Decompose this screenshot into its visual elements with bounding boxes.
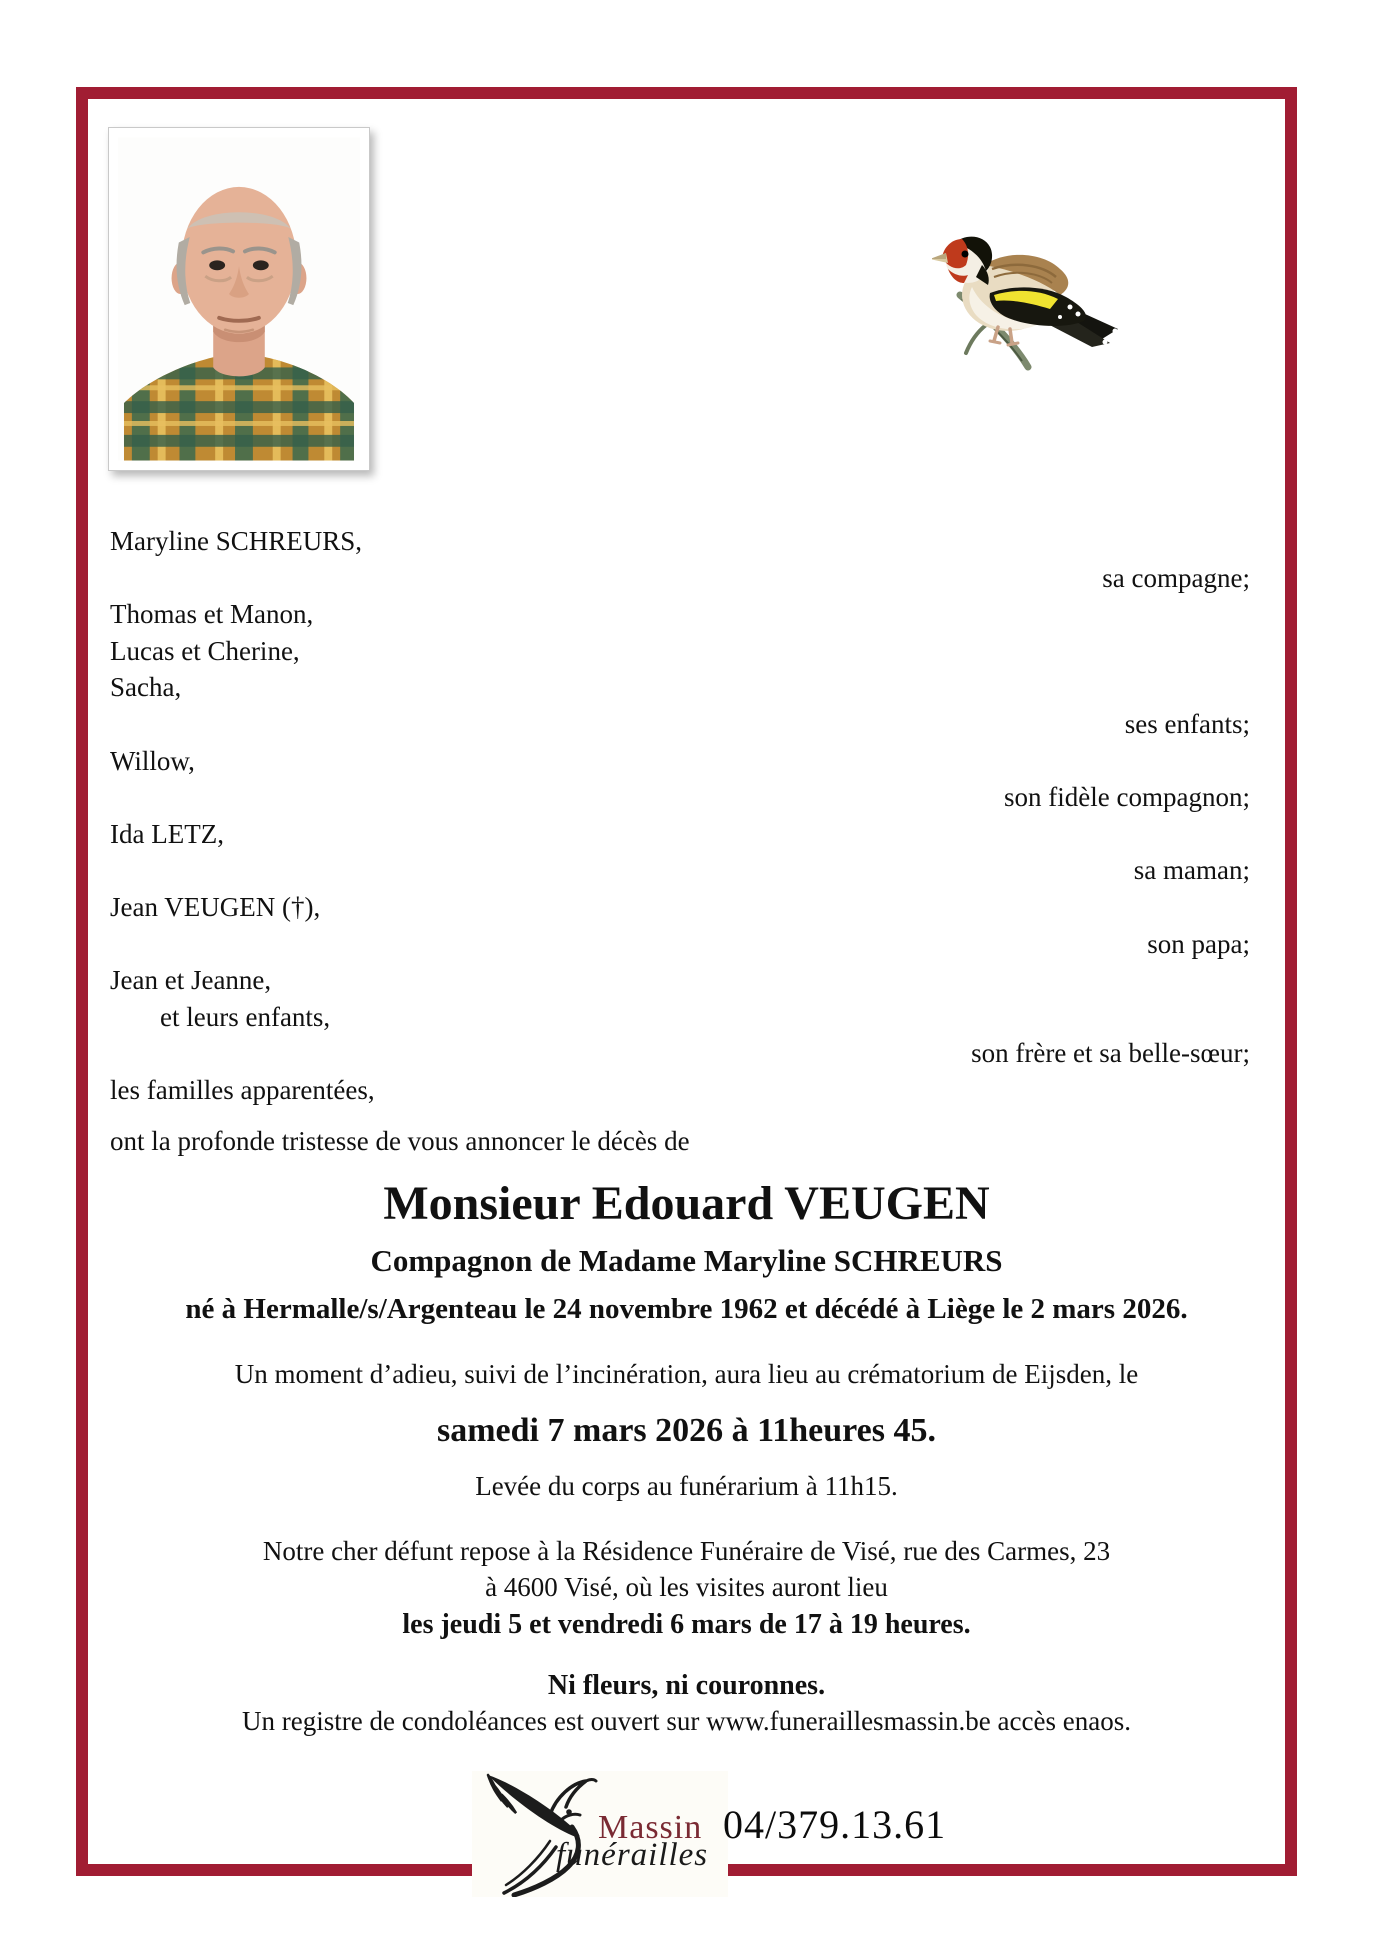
goldfinch-image: [932, 221, 1130, 375]
family-line: Jean VEUGEN (†),: [110, 891, 321, 922]
family-line: Lucas et Cherine,: [110, 635, 300, 666]
funeral-home-logo: [472, 1771, 728, 1897]
deceased-name-title: Monsieur Edouard VEUGEN: [383, 1177, 990, 1230]
family-line: Ida LETZ,: [110, 818, 224, 849]
repose-line-1: Notre cher défunt repose à la Résidence Funéraire de Visé, rue des Carmes, 23: [262, 1536, 1111, 1566]
portrait-photo: [108, 127, 370, 471]
dove-icon: [472, 1771, 604, 1897]
condolence-register-line: Un registre de condoléances est ouvert sur www.funeraillesmassin.be accès enaos.: [242, 1706, 1131, 1736]
family-line: son fidèle compagnon;: [1004, 782, 1250, 813]
announcement-intro-line: ont la profonde tristesse de vous annoncer le décès de: [110, 1126, 690, 1156]
family-line: Thomas et Manon,: [110, 599, 314, 630]
birth-death-line: né à Hermalle/s/Argenteau le 24 novembre 1962 et décédé à Liège le 2 mars 2026.: [185, 1293, 1188, 1325]
family-line: Jean et Jeanne,: [110, 965, 272, 996]
brand-subtitle: funérailles: [556, 1837, 709, 1873]
repose-line-2: à 4600 Visé, où les visites auront lieu: [485, 1572, 888, 1602]
brand-name: Massin: [598, 1809, 703, 1846]
no-flowers-line: Ni fleurs, ni couronnes.: [547, 1670, 826, 1701]
portrait-image: [118, 137, 360, 461]
family-line: Willow,: [110, 745, 195, 776]
family-line: Sacha,: [110, 672, 182, 703]
ceremony-datetime: samedi 7 mars 2026 à 11heures 45.: [437, 1412, 936, 1449]
family-line: les familles apparentées,: [110, 1074, 375, 1105]
family-line: ses enfants;: [1124, 708, 1250, 739]
family-announcement-block: [110, 523, 1250, 1109]
relationship-subtitle: Compagnon de Madame Maryline SCHREURS: [370, 1243, 1003, 1278]
family-line: son papa;: [1147, 928, 1250, 959]
family-line: sa compagne;: [1102, 562, 1250, 593]
family-line: sa maman;: [1133, 855, 1250, 886]
family-line: Maryline SCHREURS,: [110, 526, 363, 556]
visiting-hours-line: les jeudi 5 et vendredi 6 mars de 17 à 19 heures.: [402, 1609, 971, 1640]
levee-line: Levée du corps au funérarium à 11h15.: [475, 1471, 898, 1501]
ceremony-intro-line: Un moment d’adieu, suivi de l’incinération, aura lieu au crématorium de Eijsden, le: [234, 1359, 1139, 1389]
phone-number: 04/379.13.61: [723, 1802, 947, 1847]
family-line: et leurs enfants,: [160, 1001, 331, 1032]
family-line: son frère et sa belle-sœur;: [971, 1038, 1250, 1069]
